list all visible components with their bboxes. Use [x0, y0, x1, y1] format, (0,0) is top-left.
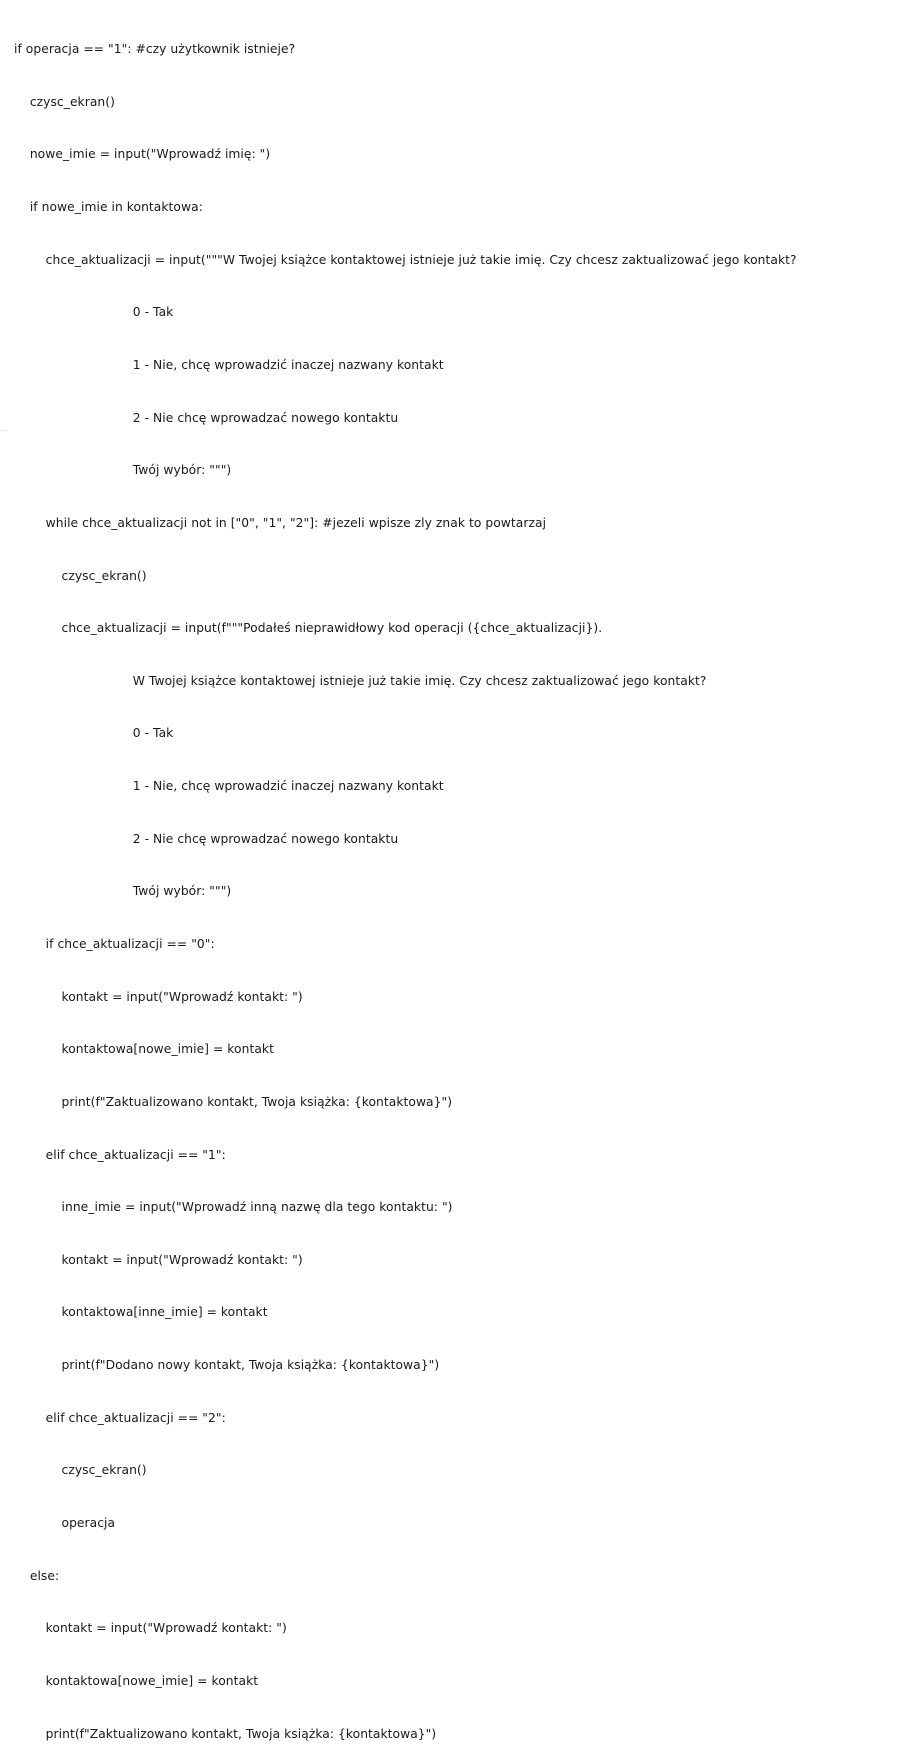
code-line-20: kontaktowa[nowe_imie] = kontakt: [14, 1042, 274, 1057]
code-line-29: operacja: [14, 1516, 116, 1531]
code-line-27: elif chce_aktualizacji == "2":: [14, 1410, 226, 1425]
code-line-6: 0 - Tak: [14, 305, 174, 320]
code-line-22: elif chce_aktualizacji == "1":: [14, 1147, 226, 1162]
code-line-14: 0 - Tak: [14, 726, 174, 741]
code-line-24: kontakt = input("Wprowadź kontakt: "): [14, 1252, 303, 1267]
code-block: [14, 6, 797, 1761]
code-line-33: print(f"Zaktualizowano kontakt, Twoja książka: {kontaktowa}"): [14, 1726, 437, 1741]
code-line-15: 1 - Nie, chcę wprowadzić inaczej nazwany kontakt: [14, 779, 444, 794]
code-line-16: 2 - Nie chcę wprowadzać nowego kontaktu: [14, 831, 399, 846]
code-line-23: inne_imie = input("Wprowadź inną nazwę dla tego kontaktu: "): [14, 1200, 453, 1215]
code-line-7: 1 - Nie, chcę wprowadzić inaczej nazwany kontakt: [14, 357, 444, 372]
code-line-10: while chce_aktualizacji not in ["0", "1", "2"]: #jezeli wpisze zly znak to powtarzaj: [14, 515, 547, 530]
code-line-17: Twój wybór: """): [14, 884, 232, 899]
code-line-21: print(f"Zaktualizowano kontakt, Twoja książka: {kontaktowa}"): [14, 1094, 453, 1109]
code-line-30: else:: [14, 1568, 60, 1583]
code-line-19: kontakt = input("Wprowadź kontakt: "): [14, 989, 303, 1004]
gutter-mark: [0, 430, 6, 431]
code-line-1: if operacja == "1": #czy użytkownik istnieje?: [14, 42, 296, 57]
code-line-32: kontaktowa[nowe_imie] = kontakt: [14, 1673, 259, 1688]
code-line-9: Twój wybór: """): [14, 463, 232, 478]
code-line-4: if nowe_imie in kontaktowa:: [14, 200, 203, 215]
code-line-13: W Twojej książce kontaktowej istnieje już takie imię. Czy chcesz zaktualizować jego kontakt?: [14, 673, 707, 688]
code-line-28: czysc_ekran(): [14, 1463, 147, 1478]
code-line-26: print(f"Dodano nowy kontakt, Twoja książka: {kontaktowa}"): [14, 1358, 440, 1373]
code-line-31: kontakt = input("Wprowadź kontakt: "): [14, 1621, 287, 1636]
code-line-5: chce_aktualizacji = input("""W Twojej książce kontaktowej istnieje już takie imię. Czy chcesz zaktualizować jego kontakt?: [14, 252, 797, 267]
code-line-25: kontaktowa[inne_imie] = kontakt: [14, 1305, 268, 1320]
code-line-3: nowe_imie = input("Wprowadź imię: "): [14, 147, 271, 162]
code-line-2: czysc_ekran(): [14, 94, 115, 109]
code-line-11: czysc_ekran(): [14, 568, 147, 583]
code-line-18: if chce_aktualizacji == "0":: [14, 936, 215, 951]
code-line-8: 2 - Nie chcę wprowadzać nowego kontaktu: [14, 410, 399, 425]
code-line-12: chce_aktualizacji = input(f"""Podałeś nieprawidłowy kod operacji ({chce_aktualizacji}).: [14, 621, 603, 636]
